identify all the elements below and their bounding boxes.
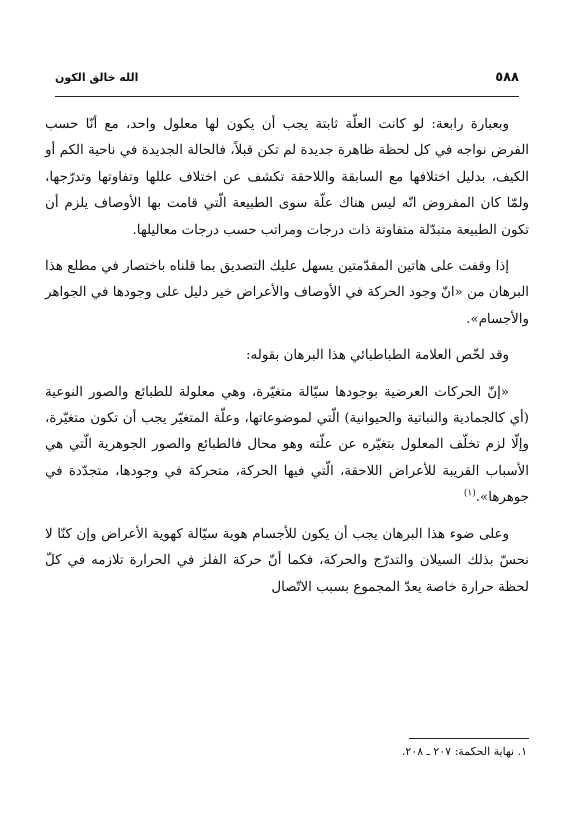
quote-paragraph [45, 380, 529, 512]
page-header [55, 66, 519, 88]
page-number: ٥٨٨ [495, 69, 519, 85]
paragraph-2: إذا وقفت على هاتين المقدّمتين يسهل عليك التصديق بما قلناه باختصار في مطلع هذا البرهان من «انّ وجود الحركة في الأوصاف والأعراض خير دليل على وجودها في الجواهر والأجسام». [45, 259, 529, 327]
running-title: الله خالق الكون [55, 70, 139, 84]
paragraph-5: وعلى ضوء هذا البرهان يجب أن يكون للأجسام هوية سيّالة كهوية الأعراض وإن كنّا لا نحسّ بذلك السيلان والتدرّج والحركة، فكما أنّ حركة الفلز في الحرارة تلازمه في كلّ لحظة حرارة خاصة يعدّ المجموع بسبب الاتّصال [45, 526, 529, 595]
paragraph-3: وقد لخّص العلامة الطباطبائي هذا البرهان بقوله: [246, 348, 509, 364]
footnote-marker[interactable]: (١) [463, 488, 476, 499]
main-text [45, 112, 529, 601]
footnote-divider [409, 738, 529, 739]
quote-text: «إنّ الحركات العرضية بوجودها سيّالة متغيّرة، وهي معلولة للطبائع والصور النوعية (أي كالجمادية والنباتية والحيوانية) الّتي لموضوعاتها، وعلّة المتغيّر يجب أن تكون متغيّرة، وإلّا لزم تخلّف المعلول بتغيّره عن علّته وهو محال فالطبائع والصور الجوهرية الّتي هي الأسباب القريبة للأعراض اللاحقة، الّتي فيها الحركة، متحركة في وجودها، متجدّدة في جوهرها». [45, 384, 529, 506]
paragraph-1: وبعبارة رابعة: لو كانت العلّة ثابتة يجب أن يكون لها معلول واحد، مع أنّا حسب الفرض نواجه في كل لحظة ظاهرة جديدة لم تكن قبلاً، فالحالة الجديدة في ناحية الكم أو الكيف، بدليل اختلافها مع السابقة واللاحقة تكشف عن اختلاف عللها وتفاوتها وتدرّجها، ولمّا كان المفروض انّه ليس هناك علّة سوى الطبيعة الّتي قامت بها الأوصاف يلزم أن تكون الطبيعة متبدّلة متفاوتة ذات درجات ومراتب حسب درجات معاليلها. [45, 117, 529, 238]
header-divider [55, 96, 519, 97]
footnote: ١. نهاية الحكمة: ٢٠٧ ـ ٢٠٨. [401, 745, 527, 758]
